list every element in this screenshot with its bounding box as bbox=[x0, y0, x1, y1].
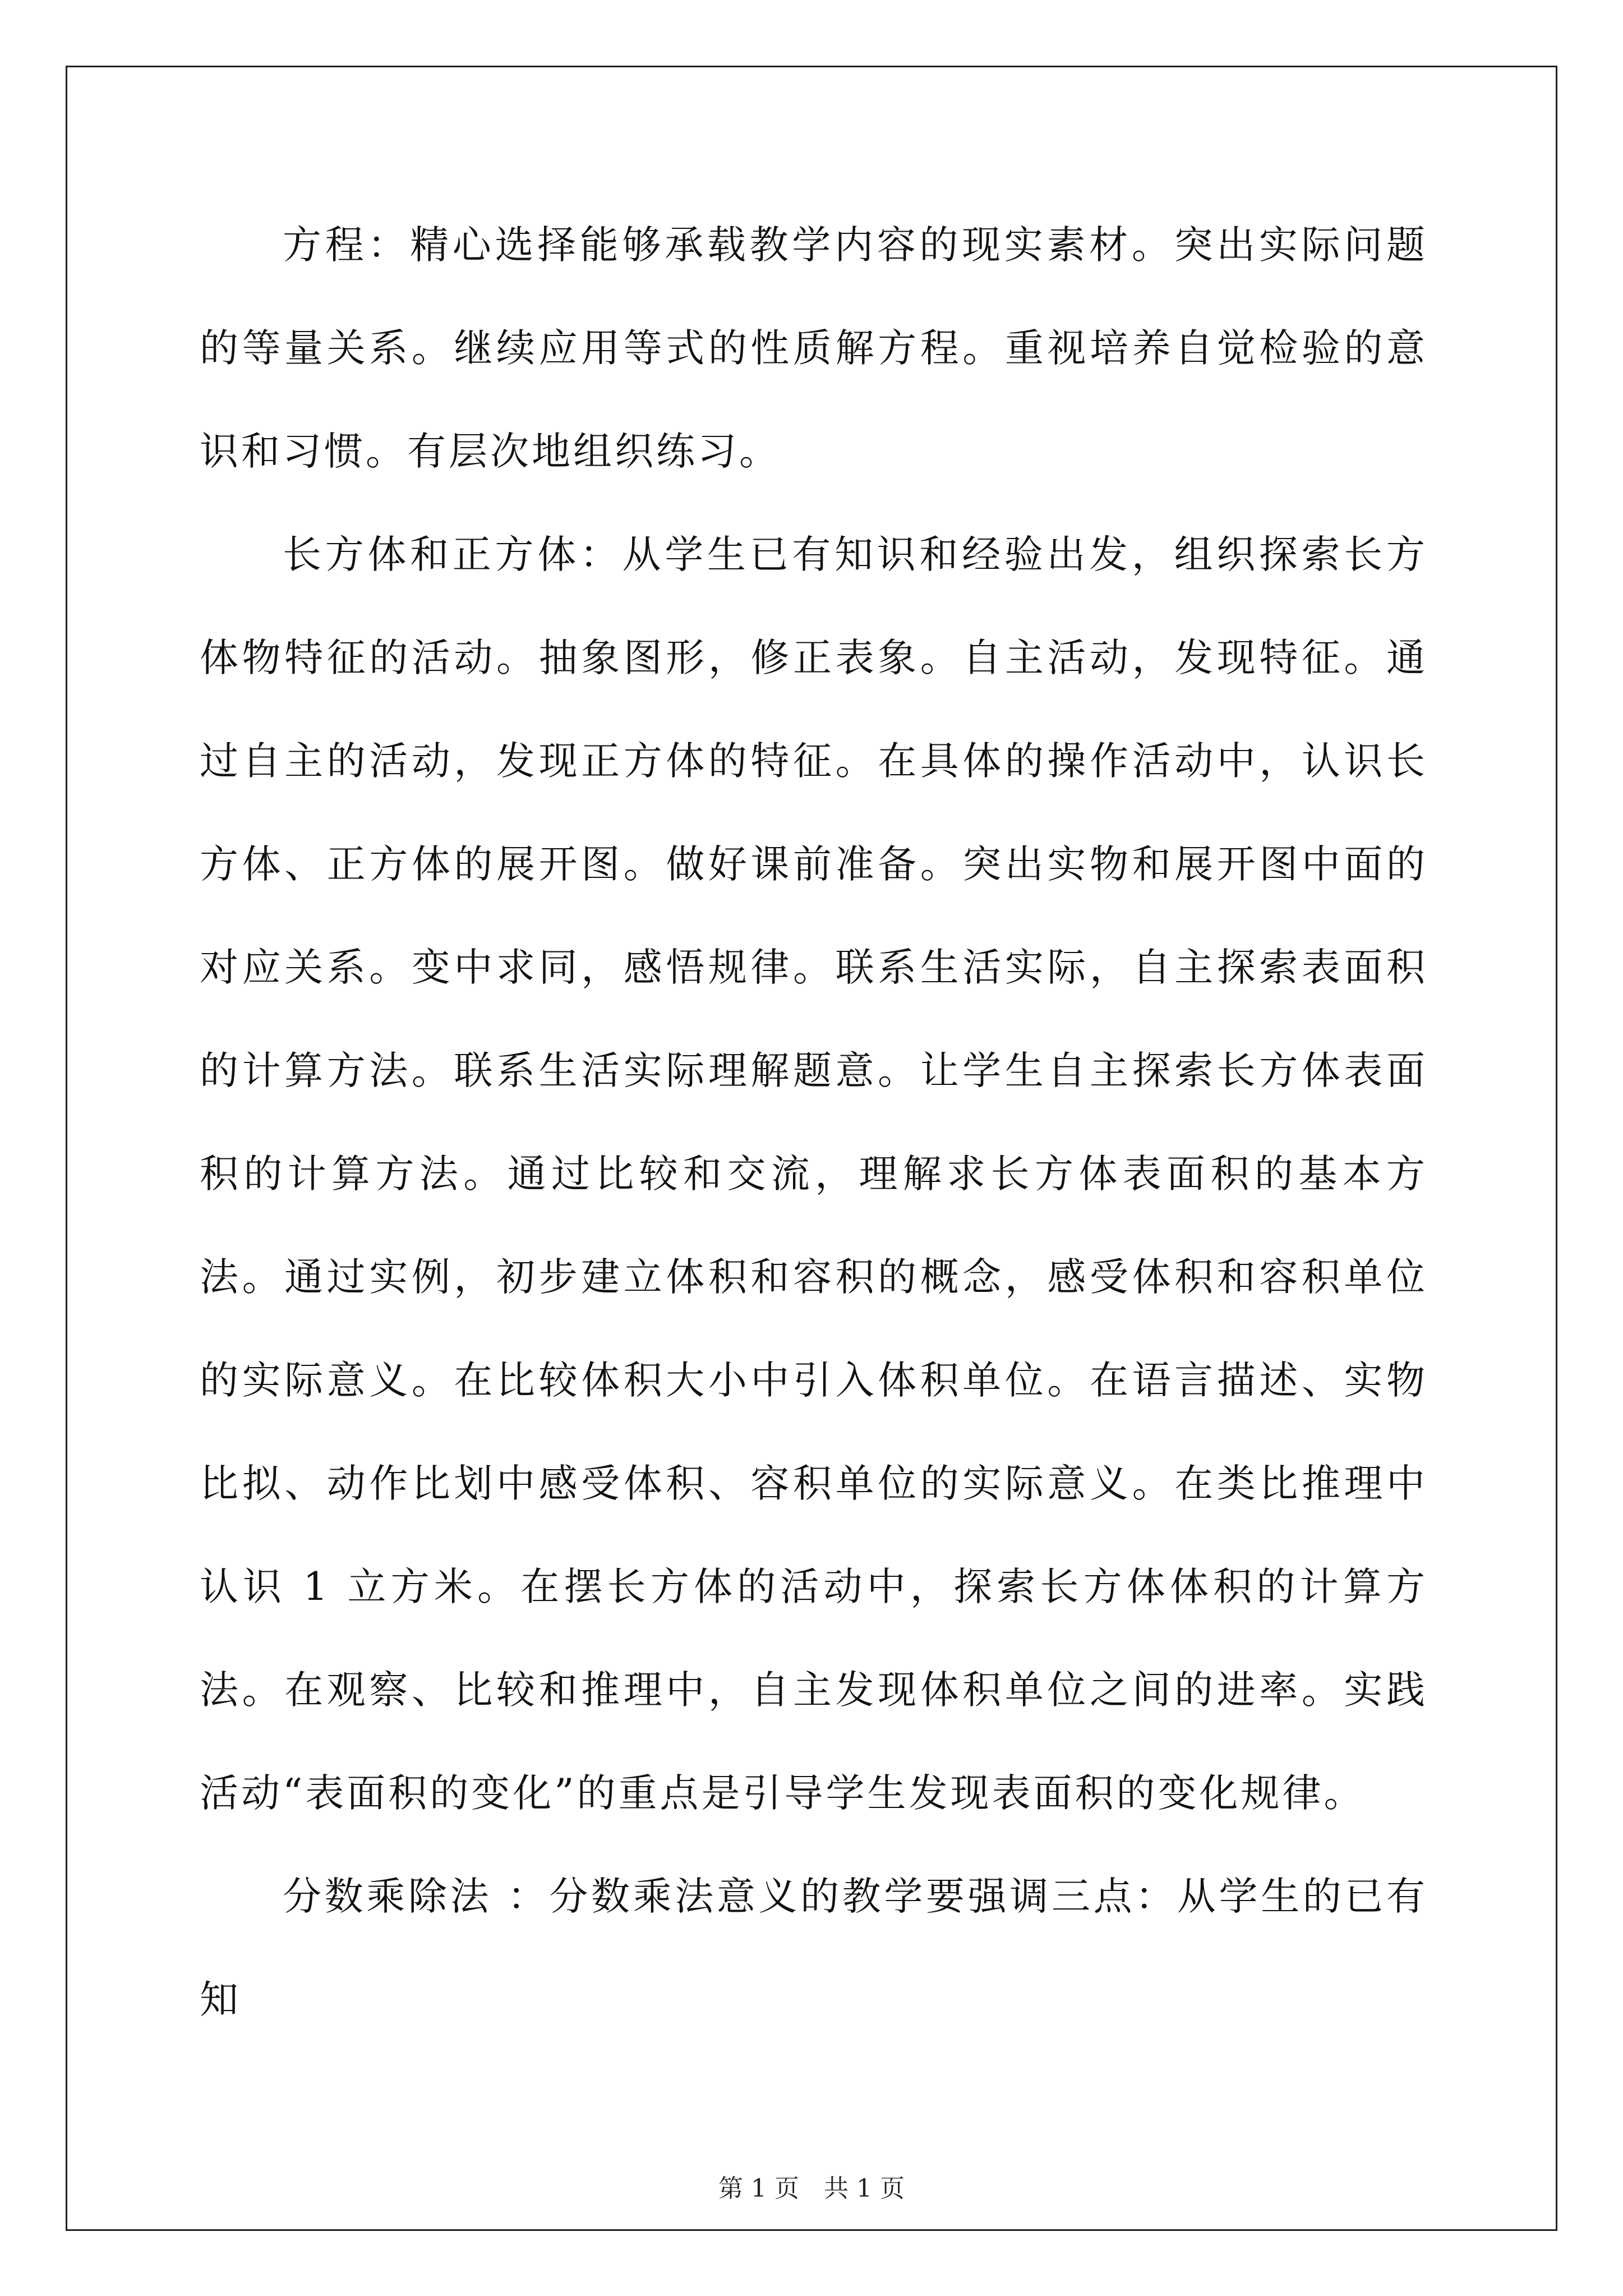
paragraph-fraction-multiplication: 分数乘除法 ：分数乘法意义的教学要强调三点：从学生的已有知 bbox=[200, 1874, 1428, 2022]
page-footer bbox=[0, 2168, 1623, 2204]
paragraph-cuboid-cube: 长方体和正方体：从学生已有知识和经验出发，组织探索长方体物特征的活动。抽象图形，修正表象。自主活动，发现特征。通过自主的活动，发现正方体的特征。在具体的操作活动中，认识长方体、正方体的展开图。做好课前准备。突出实物和展开图中面的对应关系。变中求同，感悟规律。联系生活实际，自主探索表面积的计算方法。联系生活实际理解题意。让学生自主探索长方体表面积的计算方法。通过比较和交流，理解求长方体表面积的基本方法。通过实例，初步建立体积和容积的概念，感受体积和容积单位的实际意义。在比较体积大小中引入体积单位。在语言描述、实物比拟、动作比划中感受体积、容积单位的实际意义。在类比推理中认识 1 立方米。在摆长方体的活动中，探索长方体体积的计算方法。在观察、比较和推理中，自主发现体积单位之间的进率。实践活动“表面积的变化”的重点是引导学生发现表面积的变化规律。 bbox=[200, 532, 1428, 1816]
document-body bbox=[200, 194, 1428, 2051]
page-number-label: 第 1 页 共 1 页 bbox=[718, 2174, 905, 2203]
paragraph-equations: 方程：精心选择能够承载教学内容的现实素材。突出实际问题的等量关系。继续应用等式的性质解方程。重视培养自觉检验的意识和习惯。有层次地组织练习。 bbox=[200, 223, 1428, 474]
